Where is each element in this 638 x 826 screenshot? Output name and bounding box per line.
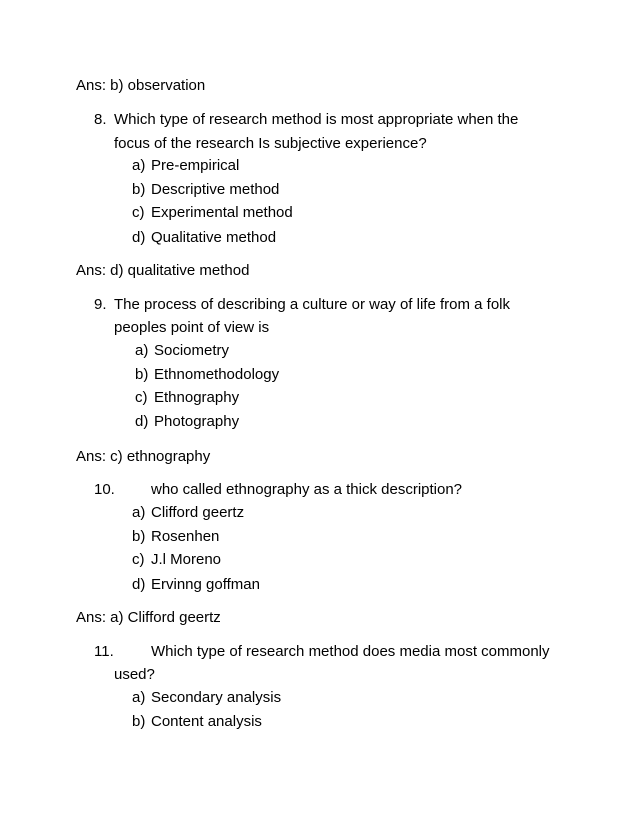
question-text: peoples point of view is (114, 319, 270, 336)
option-item: a) Sociometry (135, 342, 230, 359)
option-item: b) Rosenhen (132, 528, 220, 545)
option-item: b) Ethnomethodology (135, 366, 280, 383)
option-item: c) Ethnography (135, 389, 240, 406)
option-item: c) J.l Moreno (132, 551, 222, 568)
answer-line: Ans: b) observation (76, 77, 206, 94)
option-item: d) Photography (135, 413, 240, 430)
option-item: a) Clifford geertz (132, 504, 245, 521)
question-text: who called ethnography as a thick description? (151, 481, 463, 498)
answer-line: Ans: c) ethnography (76, 448, 211, 465)
question-text: The process of describing a culture or way of life from a folk (114, 296, 511, 313)
question-number: 10. (94, 481, 115, 498)
option-item: b) Descriptive method (132, 181, 280, 198)
question-text: focus of the research Is subjective experience? (114, 135, 427, 152)
option-item: d) Ervinng goffman (132, 576, 260, 593)
option-item: b) Content analysis (132, 713, 262, 730)
question-number: 9. (94, 296, 107, 313)
option-item: c) Experimental method (132, 204, 293, 221)
question-text: Which type of research method does media most commonly (151, 643, 550, 660)
question-number: 11. (94, 643, 114, 660)
answer-line: Ans: d) qualitative method (76, 262, 250, 279)
question-number: 8. (94, 111, 107, 128)
question-text: Which type of research method is most appropriate when the (114, 111, 519, 128)
option-item: a) Secondary analysis (132, 689, 282, 706)
answer-line: Ans: a) Clifford geertz (76, 609, 221, 626)
option-item: d) Qualitative method (132, 229, 277, 246)
option-item: a) Pre-empirical (132, 157, 240, 174)
question-text: used? (114, 666, 155, 683)
